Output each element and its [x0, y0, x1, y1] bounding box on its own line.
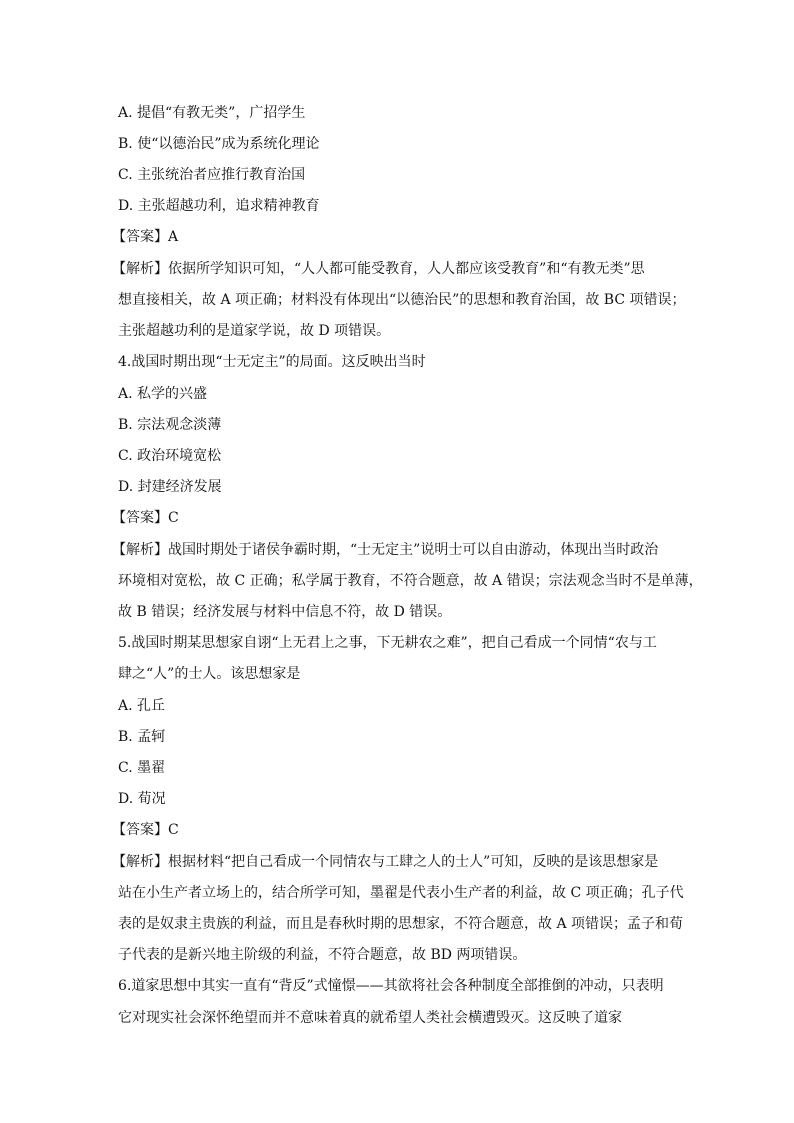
q5-option-a: A. 孔丘 [118, 698, 166, 714]
q6-question-line-1: 6.道家思想中其实一直有“背反”式憧憬——其欲将社会各种制度全部推倒的冲动，只表明 [118, 978, 664, 994]
q4-question: 4.战国时期出现“士无定主”的局面。这反映出当时 [118, 354, 426, 370]
q4-option-d: D. 封建经济发展 [118, 479, 222, 495]
q5-analysis-line-4: 子代表的是新兴地主阶级的利益，不符合题意，故 BD 两项错误。 [118, 947, 527, 963]
q4-option-a: A. 私学的兴盛 [118, 386, 208, 402]
q4-analysis-line-2: 环境相对宽松，故 C 正确；私学属于教育，不符合题意，故 A 错误；宗法观念当时不是单薄， [118, 573, 703, 589]
q5-option-b: B. 孟轲 [118, 729, 166, 745]
q5-analysis-line-2: 站在小生产者立场上的，结合所学可知，墨翟是代表小生产者的利益，故 C 项正确；孔子代 [118, 885, 684, 901]
q5-option-d: D. 荀况 [118, 791, 166, 807]
q6-question-line-2: 它对现实社会深怀绝望而并不意味着真的就希望人类社会横遭毁灭。这反映了道家 [118, 1010, 622, 1026]
q3-option-d: D. 主张超越功利，追求精神教育 [118, 198, 320, 214]
q4-option-c: C. 政治环境宽松 [118, 448, 222, 464]
q3-analysis-line-1: 【解析】依据所学知识可知，“人人都可能受教育，人人都应该受教育”和“有教无类”思 [112, 261, 645, 277]
q4-analysis-line-3: 故 B 错误；经济发展与材料中信息不符，故 D 错误。 [118, 604, 452, 620]
q3-analysis-line-3: 主张超越功利的是道家学说，故 D 项错误。 [118, 323, 391, 339]
q3-option-a: A. 提倡“有教无类”，广招学生 [118, 105, 306, 121]
q5-analysis-line-1: 【解析】根据材料“把自己看成一个同情农与工肆之人的士人”可知，反映的是该思想家是 [112, 854, 659, 870]
q4-answer: 【答案】C [112, 510, 179, 526]
q5-question-line-1: 5.战国时期某思想家自诩“上无君上之事，下无耕农之难”，把自己看成一个同情“农与工 [118, 635, 657, 651]
q3-option-b: B. 使“以德治民”成为系统化理论 [118, 136, 320, 152]
q5-question-line-2: 肆之“人”的士人。该思想家是 [118, 666, 301, 682]
q3-option-c: C. 主张统治者应推行教育治国 [118, 167, 306, 183]
q5-option-c: C. 墨翟 [118, 760, 166, 776]
q4-analysis-line-1: 【解析】战国时期处于诸侯争霸时期，“士无定主”说明士可以自由游动，体现出当时政治 [112, 542, 659, 558]
q5-analysis-line-3: 表的是奴隶主贵族的利益，而且是春秋时期的思想家，不符合题意，故 A 项错误；孟子和荀 [118, 916, 684, 932]
q3-answer: 【答案】A [112, 229, 179, 245]
q5-answer: 【答案】C [112, 822, 179, 838]
q4-option-b: B. 宗法观念淡薄 [118, 417, 222, 433]
q3-analysis-line-2: 想直接相关，故 A 项正确；材料没有体现出“以德治民”的思想和教育治国，故 BC 项错误； [118, 292, 686, 308]
